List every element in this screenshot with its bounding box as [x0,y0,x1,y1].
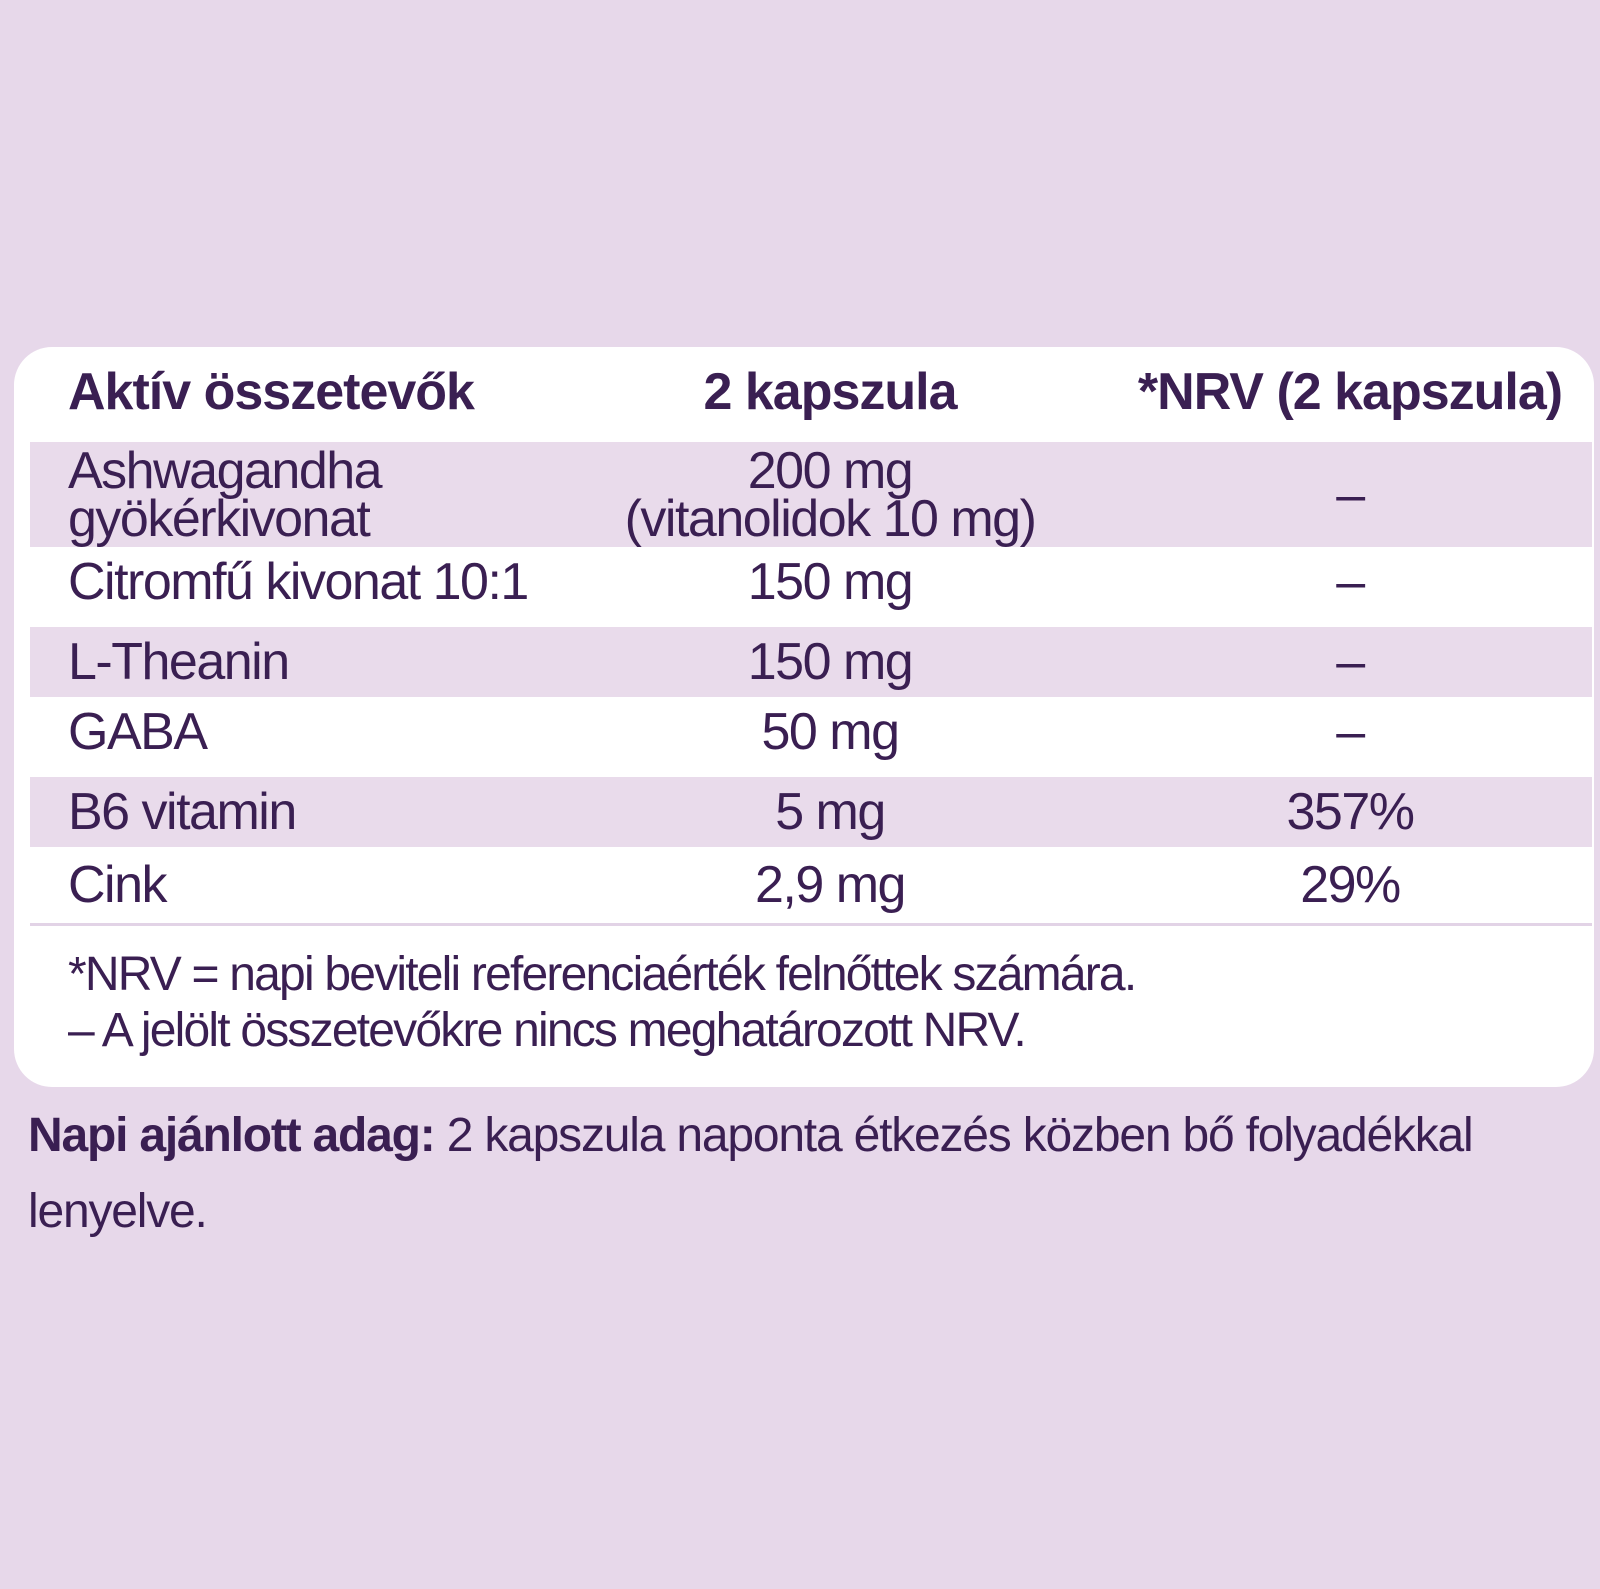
table-header-row [30,347,1592,437]
ingredient-amount: 150 mg [747,553,913,611]
header-ingredients: Aktív összetevők [68,363,474,421]
header-nrv: *NRV (2 kapszula) [1137,363,1563,421]
footnotes [68,947,1568,1059]
ingredient-amount: 50 mg [761,703,899,761]
ingredient-nrv: 29% [1300,855,1400,914]
ingredients-card [14,347,1594,1087]
ingredient-name: Ashwagandha gyökérkivonat [68,441,382,548]
header-amount: 2 kapszula [703,363,957,421]
ingredient-name: L-Theanin [68,633,289,691]
ingredient-name: Citromfű kivonat 10:1 [68,553,528,611]
ingredient-nrv: – [1336,465,1364,524]
table-row [30,627,1592,697]
ingredient-name: B6 vitamin [68,783,296,841]
table-row [30,442,1592,547]
ingredient-amount: 2,9 mg [755,855,905,914]
table-row [30,847,1592,922]
table-divider [30,923,1592,926]
footnote-nrv: *NRV = napi beviteli referenciaérték felnőttek számára. [68,948,1136,1001]
dosage-text: 2 kapszula naponta étkezés közben bő folyadékkal lenyelve. [28,1109,1473,1238]
ingredient-name: Cink [68,855,167,914]
recommended-dosage [28,1098,1588,1250]
footnote-dash: – A jelölt összetevőkre nincs meghatározott NRV. [68,1004,1025,1057]
table-row [30,547,1592,617]
dosage-label: Napi ajánlott adag: [28,1109,435,1162]
ingredient-nrv: 357% [1286,783,1414,841]
ingredient-nrv: – [1336,553,1364,611]
ingredient-nrv: – [1336,633,1364,691]
table-row [30,697,1592,767]
ingredient-nrv: – [1336,703,1364,761]
ingredient-amount: 5 mg [775,783,885,841]
ingredient-amount: 150 mg [747,633,913,691]
ingredient-name: GABA [68,703,207,761]
ingredient-amount: 200 mg (vitanolidok 10 mg) [624,441,1036,548]
table-row [30,777,1592,847]
